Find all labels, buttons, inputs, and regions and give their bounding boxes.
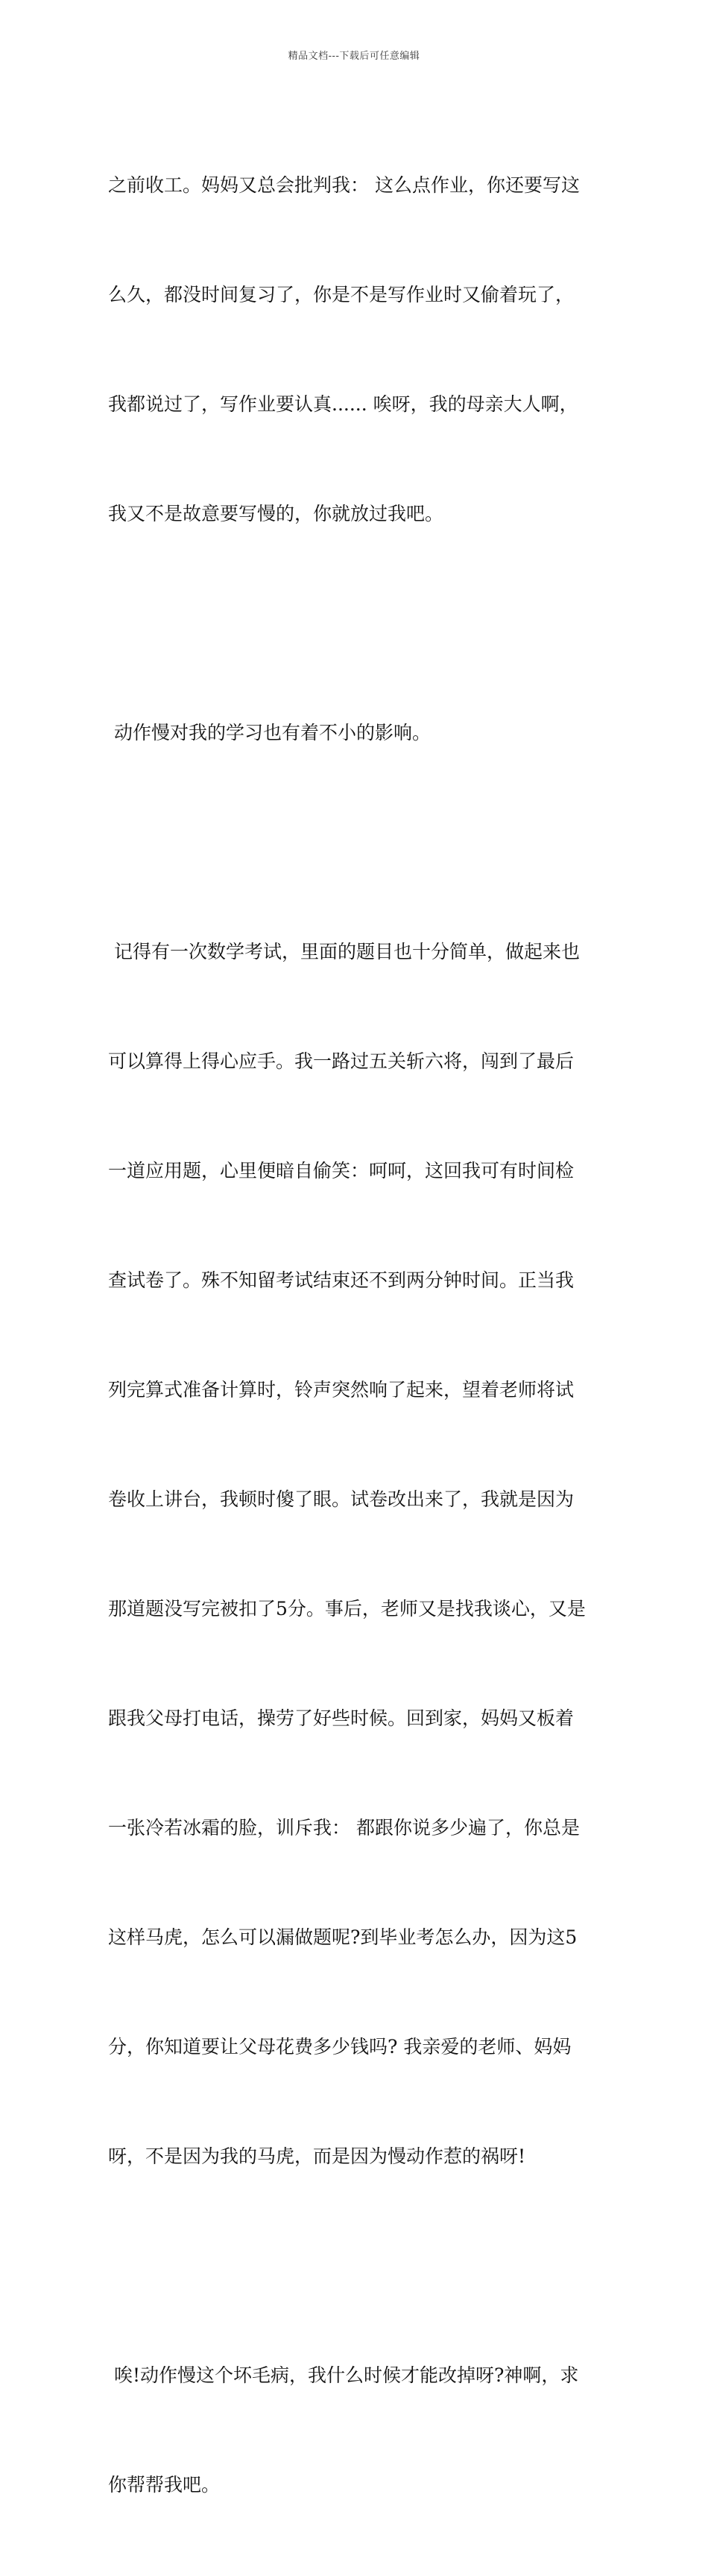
paragraph-4 (108, 2284, 615, 2576)
document-body (108, 94, 615, 2576)
text-line: 查试卷了。殊不知留考试结束还不到两分钟时间。正当我 (108, 1269, 575, 1291)
text-line: 我又不是故意要写慢的，你就放过我吧。 (108, 503, 444, 524)
text-line: 列完算式准备计算时，铃声突然响了起来，望着老师将试 (108, 1379, 575, 1400)
text-line: 唉!动作慢这个坏毛病，我什么时候才能改掉呀?神啊，求 (108, 2364, 579, 2386)
text-line: 可以算得上得心应手。我一路过五关斩六将，闯到了最后 (108, 1050, 575, 1072)
text-line: 你帮帮我吧。 (108, 2474, 221, 2496)
paragraph-2 (108, 641, 615, 824)
text-line: 么久，都没时间复习了，你是不是写作业时又偷着玩了， (108, 284, 575, 305)
text-line: 跟我父母打电话，操劳了好些时候。回到家，妈妈又板着 (108, 1707, 575, 1729)
text-line: 这样马虎，怎么可以漏做题呢?到毕业考怎么办，因为这5 (108, 1926, 578, 1948)
text-line: 记得有一次数学考试，里面的题目也十分简单，做起来也 (108, 941, 580, 962)
text-line: 我都说过了，写作业要认真...... 唉呀，我的母亲大人啊， (108, 393, 578, 415)
paragraph-gap (108, 605, 615, 641)
paragraph-3 (108, 860, 615, 2247)
paragraph-gap (108, 824, 615, 860)
text-line: 一道应用题，心里便暗自偷笑：呵呵，这回我可有时间检 (108, 1160, 575, 1181)
page-header: 精品文档---下载后可任意编辑 (288, 51, 420, 62)
text-line: 卷收上讲台，我顿时傻了眼。试卷改出来了，我就是因为 (108, 1488, 575, 1510)
text-line: 那道题没写完被扣了5分。事后，老师又是找我谈心，又是 (108, 1598, 586, 1619)
text-line: 一张冷若冰霜的脸，训斥我： 都跟你说多少遍了，你总是 (108, 1817, 580, 1839)
paragraph-1 (108, 94, 615, 605)
paragraph-gap (108, 2247, 615, 2284)
text-line: 分，你知道要让父母花费多少钱吗? 我亲爱的老师、妈妈 (108, 2036, 572, 2058)
text-line: 之前收工。妈妈又总会批判我： 这么点作业，你还要写这 (108, 174, 580, 196)
text-line: 动作慢对我的学习也有着不小的影响。 (108, 722, 431, 743)
text-line: 呀，不是因为我的马虎，而是因为慢动作惹的祸呀! (108, 2145, 526, 2167)
